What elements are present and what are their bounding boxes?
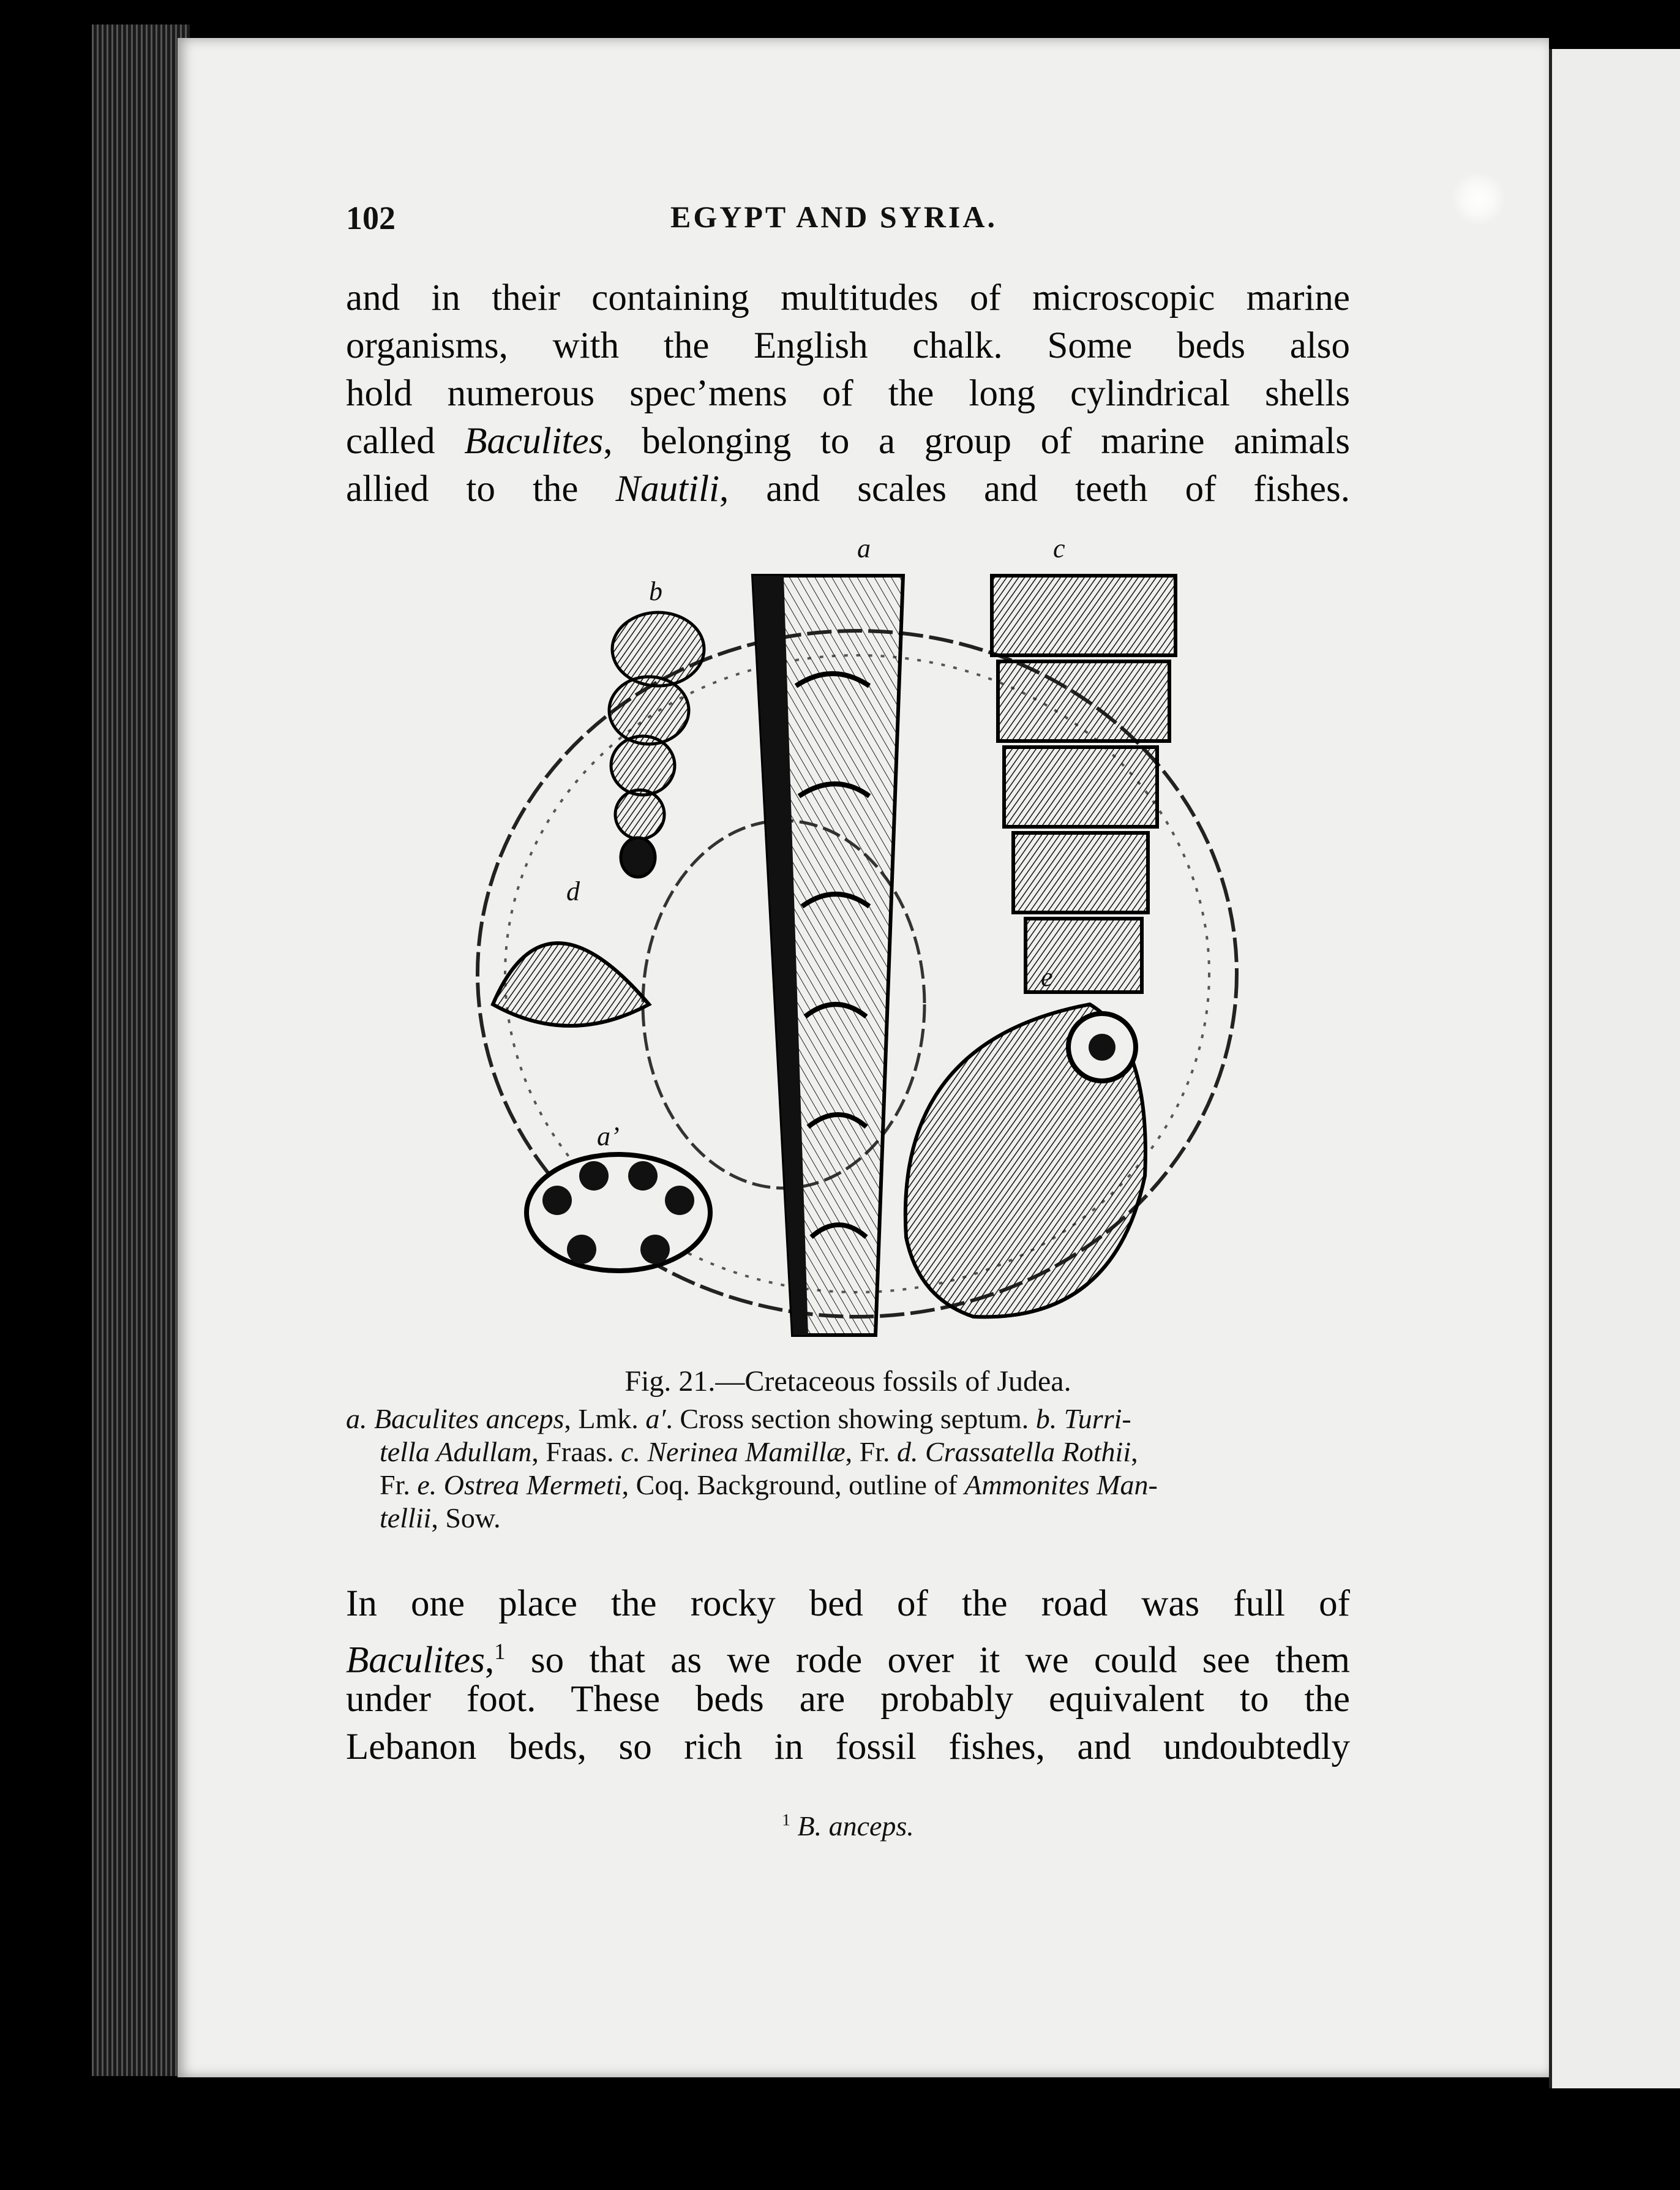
text-run: called [346,421,465,462]
figure-caption-title: Fig. 21.—Cretaceous fossils of Judea. [624,1365,1071,1398]
text-run: so that as we rode over it we could see them [505,1639,1350,1681]
figure-label-c: c [1053,533,1065,563]
ostrea-fossil [906,1004,1146,1317]
italic-term: Baculites [346,1639,485,1681]
legend-key: a′ [645,1403,666,1434]
baculites-fossil [753,576,903,1335]
footnote-marker: 1 [494,1639,506,1664]
legend-species: c. Nerinea Mamillæ [620,1436,846,1467]
text-run: , and scales and teeth of fishes. [719,468,1350,510]
paragraph-line [346,1628,1350,1681]
legend-species: tellii [380,1502,432,1533]
italic-term: Nautili [615,468,719,510]
legend-text: . Cross section showing septum. [666,1403,1036,1434]
legend-species: d. Crassatella Rothii [897,1436,1131,1467]
legend-text: , Sow. [431,1502,501,1533]
legend-species: Ammonites Man- [964,1469,1158,1500]
page-number: 102 [346,200,396,236]
paragraph-line [346,465,1350,513]
light-glare [1451,171,1506,227]
paragraph-line: organisms, with the English chalk. Some beds also [346,325,1350,366]
footnote [346,1810,1350,1842]
legend-text: , Coq. Background, outline of [621,1469,965,1500]
paragraph-2 [346,1580,1350,1771]
figure-label-a-prime: a’ [597,1121,620,1151]
text-run: , belonging to a group of marine animals [603,421,1350,462]
paragraph-line: under foot. These beds are probably equivalent to the [346,1679,1350,1720]
figure-caption-legend [346,1402,1350,1535]
figure-label-e: e [1041,962,1053,992]
crassatella-fossil [493,943,649,1026]
footnote-text: B. anceps. [797,1810,914,1842]
legend-line [346,1402,1350,1535]
legend-species: b. Turri- [1035,1403,1131,1434]
legend-species: tella Adullam [380,1436,532,1467]
legend-text: , [1131,1436,1138,1467]
paragraph-line: Lebanon beds, so rich in fossil fishes, and undoubtedly [346,1726,1350,1767]
paragraph-line: In one place the rocky bed of the road was full of [346,1583,1350,1624]
figure-label-d: d [566,876,580,906]
paragraph-line: hold numerous spec’mens of the long cylindrical shells [346,373,1350,414]
turritella-fossil [609,612,704,877]
nerinea-fossil [992,576,1176,992]
legend-key: a. [346,1403,374,1434]
italic-term: Baculites [464,421,604,462]
baculites-cross-section [527,1154,710,1271]
page-header [346,199,1350,242]
figure-label-b: b [649,576,662,606]
fossil-engraving [453,539,1249,1347]
paragraph-line: and in their containing multitudes of microscopic marine [346,277,1350,318]
text-run: , [485,1639,495,1681]
legend-text: , Fraas. [531,1436,621,1467]
facing-page-edge [1549,49,1680,2088]
page-stack-edges [92,24,190,2076]
footnote-marker: 1 [782,1810,790,1829]
legend-text: , Lmk. [564,1403,646,1434]
legend-species: e. Ostrea Mermeti [417,1469,622,1500]
paragraph-line [346,418,1350,465]
text-run: allied to the [346,468,616,510]
figure-label-a: a [857,533,871,563]
paragraph-1 [346,274,1350,513]
legend-text: , Fr. [845,1436,898,1467]
legend-species: Baculites anceps [374,1403,564,1434]
fossil-illustration [453,533,1249,1347]
running-head: EGYPT AND SYRIA. [670,200,997,234]
legend-text: Fr. [380,1469,418,1500]
